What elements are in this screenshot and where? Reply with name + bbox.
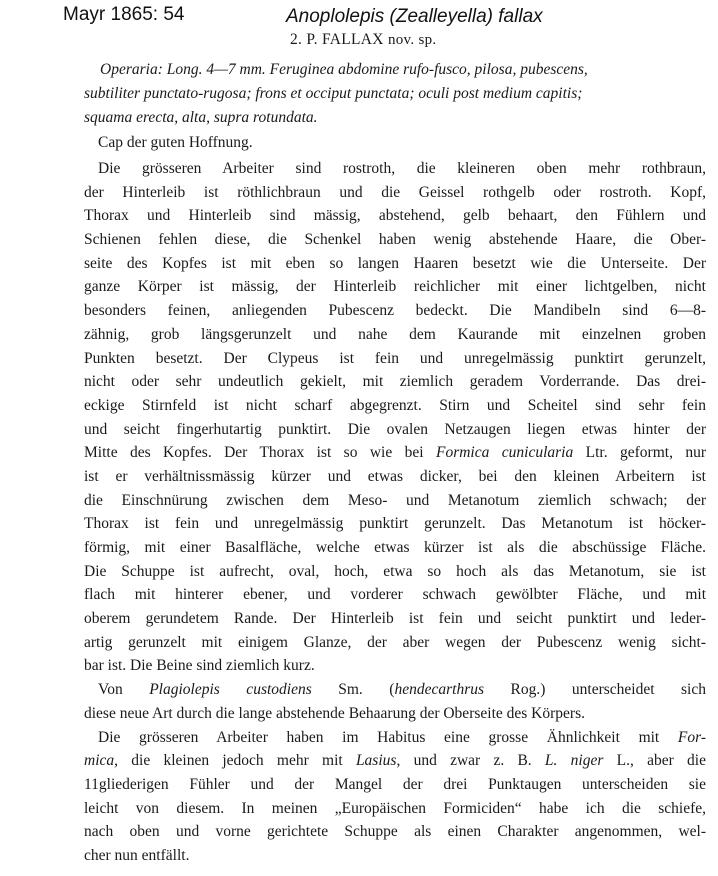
text-line: 11gliederigen Fühler und der Mangel der drei Punktaugen unterscheiden sie — [84, 775, 706, 793]
text-run: , die kleinen jedoch mehr mit — [114, 752, 356, 770]
species-reference: Plagiolepis custodiens — [149, 681, 312, 699]
text-run: Die grösseren Arbeiter haben im Habitus eine grosse Ähnlichkeit mit — [98, 728, 678, 746]
text-line: Thorax und Hinterleib sind mässig, abstehend, gelb behaart, den Fühlern und — [84, 207, 706, 225]
species-heading — [290, 31, 436, 49]
text-line: cher nun entfällt. — [84, 846, 190, 864]
text-line: oberem gerundetem Rande. Der Hinterleib ist fein und seicht punktirt und leder- — [84, 610, 706, 628]
text-line: Die Schuppe ist aufrecht, oval, hoch, etwa so hoch als das Metanotum, sie ist — [84, 562, 706, 580]
text-line: besonders feinen, anliegenden Pubescenz bedeckt. Die Mandibeln sind 6—8- — [84, 302, 706, 320]
text-line — [84, 749, 706, 773]
text-line: diese neue Art durch die lange abstehende Behaarung der Oberseite des Körpers. — [84, 704, 585, 722]
text-line — [84, 726, 706, 750]
species-reference: hendecarthrus — [394, 681, 485, 699]
text-run: Sm. ( — [311, 681, 395, 699]
text-line: flach mit hinterer ebener, und vorderer schwach gewölbter Fläche, und mit — [84, 586, 706, 604]
text-line: zähnig, grob längsgerunzelt und nahe dem Kaurande mit einzelnen groben — [84, 325, 706, 343]
text-line: eckige Stirnfeld ist nicht scharf abgegrenzt. Stirn und Scheitel sind sehr fein — [84, 396, 706, 414]
citation-label: Mayr 1865: 54 — [63, 4, 185, 25]
text-line: Thorax ist fein und unregelmässig punktirt gerunzelt. Das Metanotum ist höcker- — [84, 515, 706, 533]
diagnosis-line: Operaria: Long. 4—7 mm. Feruginea abdomine rufo-fusco, pilosa, pubescens, — [100, 61, 588, 78]
text-line — [84, 678, 706, 702]
text-line: der Hinterleib ist röthlichbraun und die Geissel rothgelb oder rostroth. Kopf, — [84, 183, 706, 201]
text-line: bar ist. Die Beine sind ziemlich kurz. — [84, 657, 315, 675]
locality: Cap der guten Hoffnung. — [98, 134, 253, 151]
text-run: , und zwar z. B. — [396, 752, 545, 770]
text-run: Von — [98, 681, 150, 699]
species-name: FALLAX — [321, 31, 384, 48]
text-line: ist er verhältnissmässig kürzer und etwas dicker, bei den kleinen Arbeitern ist — [84, 467, 706, 485]
text-run: L., aber die — [603, 752, 706, 770]
text-line: ganze Körper ist mässig, der Hinterleib reichlicher mit einer lichtgelben, nicht — [84, 278, 706, 296]
text-line: Punkten besetzt. Der Clypeus ist fein und unregelmässig punktirt gerunzelt, — [84, 349, 706, 367]
text-line: nach oben und vorne gerichtete Schuppe als einen Charakter angenommen, wel- — [84, 823, 706, 841]
genus-reference: mica — [84, 752, 115, 770]
diagnosis-line: subtiliter punctato-rugosa; frons et occiput punctata; oculi post medium capitis; — [84, 85, 583, 102]
species-reference: L. niger — [544, 752, 604, 770]
text-line: die Einschnürung zwischen dem Meso- und Metanotum ziemlich schwach; der — [84, 491, 706, 509]
description-body — [84, 157, 706, 868]
text-line: Die grösseren Arbeiter sind rostroth, die kleineren oben mehr rothbraun, — [98, 160, 706, 177]
text-run: Ltr. geformt, nur — [573, 444, 707, 462]
species-status: nov. sp. — [387, 32, 437, 48]
taxon-title: Anoplolepis (Zealleyella) fallax — [286, 6, 543, 27]
text-line: Schienen fehlen diese, die Schenkel haben wenig abstehende Haare, die Ober- — [84, 231, 706, 249]
text-run: Mitte des Kopfes. Der Thorax ist so wie bei — [84, 444, 436, 462]
diagnosis-line: squama erecta, alta, supra rotundata. — [84, 109, 318, 126]
text-line: seite des Kopfes ist mit eben so langen Haaren besetzt wie die Unterseite. Der — [84, 254, 706, 272]
text-line — [84, 441, 706, 465]
genus-reference: For- — [677, 728, 706, 746]
text-line: leicht von diesem. In meinen „Europäischen Formiciden“ habe ich die schiefe, — [84, 799, 706, 817]
text-line: artig gerunzelt mit einigem Glanze, der aber wegen der Pubescenz wenig sicht- — [84, 633, 706, 651]
text-line: und seicht fingerhutartig punktirt. Die ovalen Netzaugen liegen etwas hinter der — [84, 420, 706, 438]
species-number: 2. P. — [290, 31, 318, 48]
species-reference: Formica cunicularia — [435, 444, 574, 462]
latin-diagnosis — [86, 58, 708, 130]
text-run: Rog.) unterscheidet sich — [484, 681, 706, 699]
text-line: förmig, mit einer Basalfläche, welche etwas kürzer ist als die abschüssige Fläche. — [84, 539, 706, 556]
text-line: nicht oder sehr undeutlich gekielt, mit ziemlich geradem Vorderrande. Das drei- — [84, 373, 706, 391]
genus-reference: Lasius — [355, 752, 397, 770]
